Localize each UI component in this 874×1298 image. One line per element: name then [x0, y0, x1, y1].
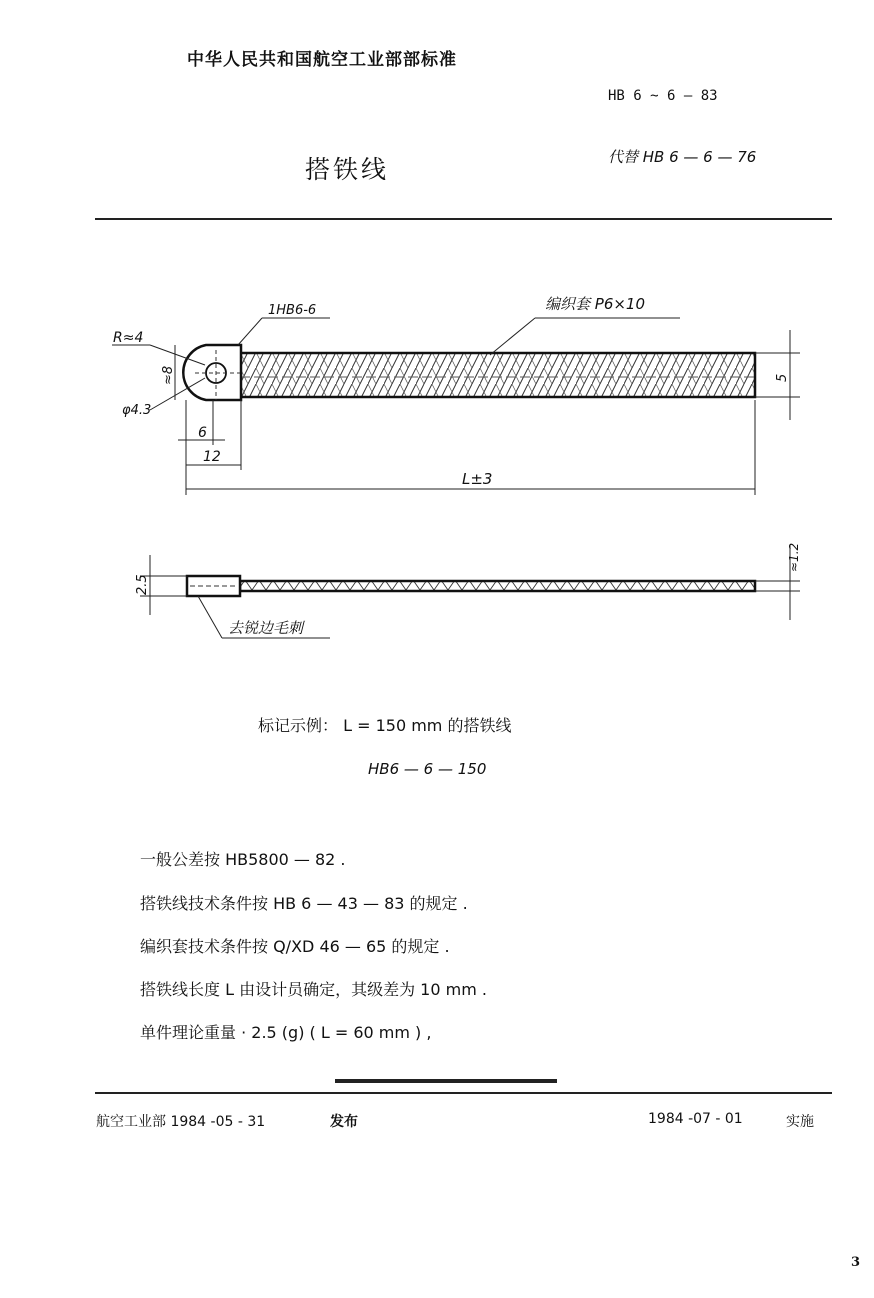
thickness-label: 2.5	[135, 574, 150, 595]
top-view	[112, 295, 800, 495]
deburr-note: 去锐边毛刺	[228, 619, 304, 637]
issued-label: 发布	[330, 1114, 358, 1130]
effective-date: 1984 -07 - 01	[648, 1111, 743, 1127]
effective-label: 实施	[786, 1114, 814, 1130]
part-ref-label: 1HB6-6	[268, 303, 317, 318]
marking-example: 标记示例： L = 150 mm 的搭铁线	[258, 716, 512, 735]
document-title: 搭铁线	[305, 155, 390, 184]
standard-code: HB 6 ~ 6 — 83	[608, 88, 718, 104]
marking-code: HB6 — 6 — 150	[368, 760, 487, 778]
note-item: 一般公差按 HB5800 — 82 .	[140, 850, 346, 869]
side-view	[135, 543, 801, 638]
issuer-date: 航空工业部 1984 -05 - 31	[96, 1114, 266, 1130]
footer-divider	[95, 1092, 832, 1094]
braided-sleeve	[240, 353, 755, 397]
note-item: 单件理论重量 · 2.5 (g) ( L = 60 mm ) ,	[140, 1023, 432, 1042]
height-label: ≈8	[161, 365, 176, 385]
page-number: 3	[851, 1255, 861, 1270]
note-item: 编织套技术条件按 Q/XD 46 — 65 的规定 .	[140, 937, 450, 956]
replaces-standard: 代替 HB 6 — 6 — 76	[608, 148, 757, 166]
note-item: 搭铁线技术条件按 HB 6 — 43 — 83 的规定 .	[140, 894, 468, 913]
width-label: 5	[775, 373, 790, 382]
dim-6-label: 6	[198, 425, 207, 441]
issuing-organization: 中华人民共和国航空工业部部标准	[187, 50, 457, 70]
length-label: L±3	[462, 470, 493, 488]
radius-label: R≈4	[113, 330, 144, 346]
hole-diameter-label: φ4.3	[122, 403, 152, 418]
side-dim-label: ≈1.2	[787, 542, 801, 572]
dim-12-label: 12	[203, 449, 221, 465]
sleeve-label: 编织套 P6×10	[545, 295, 646, 313]
note-item: 搭铁线长度 L 由设计员确定，其级差为 10 mm .	[140, 980, 487, 999]
thick-divider	[335, 1079, 557, 1083]
